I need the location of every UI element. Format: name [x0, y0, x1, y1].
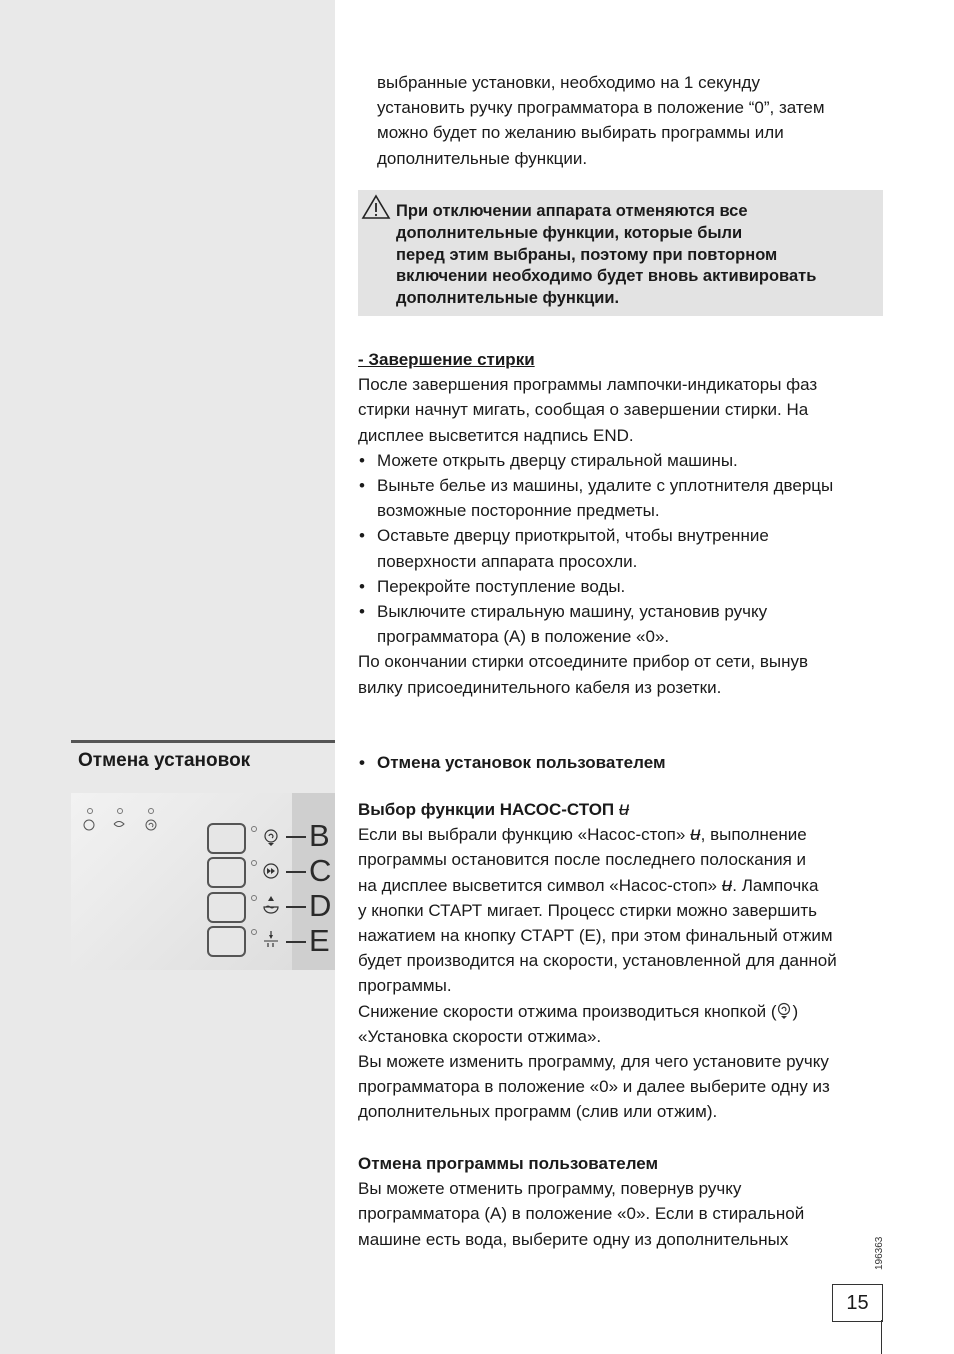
text-line: дополнительные функции. [377, 148, 588, 168]
user-cancel-heading [358, 750, 878, 775]
text-line: вилку присоединительного кабеля из розетки. [358, 677, 722, 697]
list-item [358, 574, 878, 599]
text-line: При отключении аппарата отменяются все [396, 202, 748, 220]
list-item [358, 473, 878, 523]
bullet-list [358, 750, 878, 775]
text-line [358, 873, 878, 898]
section-heading: - Завершение стирки [358, 350, 535, 369]
callout-line [286, 906, 306, 908]
page-number: 15 [832, 1284, 883, 1322]
text-line: «Установка скорости отжима». [358, 1026, 602, 1046]
text-line: выбранные установки, необходимо на 1 секунду [377, 73, 760, 92]
pump-stop-heading-row [358, 797, 878, 822]
panel-button-c [207, 857, 246, 888]
list-item-text: программатора (А) в положение «0». [377, 627, 670, 647]
finish-washing-section [358, 347, 878, 700]
pump-stop-icon: ʉ [690, 824, 701, 846]
callout-letter-c: C [309, 853, 332, 888]
list-item [358, 523, 878, 573]
text-line: у кнопки СТАРТ мигает. Процесс стирки можно завершить [358, 900, 818, 920]
text-fragment: . Лампочка [732, 875, 819, 895]
spin-speed-icon [776, 1002, 792, 1020]
section-divider [71, 740, 335, 743]
control-panel-illustration [71, 793, 335, 970]
bullet-list [358, 448, 878, 650]
pump-stop-icon: ʉ [618, 799, 630, 820]
intro-paragraph [377, 70, 877, 171]
rinse-hold-icon [262, 862, 280, 880]
text-line: перед этим выбраны, поэтому при повторном [396, 245, 778, 264]
text-line: программы остановится после последнего полоскания и [358, 850, 807, 870]
list-item [358, 599, 878, 649]
callout-letter-d: D [309, 888, 332, 923]
cancel-program-section [358, 1151, 878, 1252]
text-line: дополнительных программ (слив или отжим). [358, 1102, 718, 1122]
pump-stop-section [358, 797, 878, 1125]
warning-triangle-icon [361, 194, 391, 220]
callout-letter-b: B [309, 818, 330, 853]
text-fragment: Снижение скорости отжима производиться кнопкой ( [358, 1001, 777, 1021]
text-fragment: ) [792, 1001, 799, 1021]
warning-box [358, 190, 883, 316]
text-fragment: на дисплее высветится символ «Насос-стоп» [358, 875, 717, 895]
indicator-led [251, 895, 257, 901]
indicator-led [251, 860, 257, 866]
prewash-icon [262, 930, 280, 948]
text-line: установить ручку программатора в положение “0”, затем [377, 98, 825, 118]
text-line: программы. [358, 976, 452, 996]
indicator-led [117, 808, 123, 814]
list-item-text: • Выключите стиральную машину, установив ручку [377, 602, 768, 622]
list-item-text: • Выньте белье из машины, удалите с уплотнителя дверцы [377, 476, 834, 496]
text-line [358, 999, 878, 1024]
text-line: стирки начнут мигать, сообщая о завершении стирки. На [358, 400, 809, 420]
phase-symbols-icon [81, 817, 171, 833]
document-code: 196363 [874, 1236, 885, 1270]
text-line: программатора в положение «0» и далее выберите одну из [358, 1077, 830, 1097]
text-line: После завершения программы лампочки-индикаторы фаз [358, 375, 818, 395]
water-level-icon [262, 895, 280, 915]
text-line: можно будет по желанию выбирать программы или [377, 123, 784, 143]
list-item-text: возможные посторонние предметы. [377, 501, 660, 521]
text-line: включении необходимо будет вновь активировать [396, 267, 817, 286]
text-line: будет производится на скорости, установленной для данной [358, 951, 837, 971]
text-line: Вы можете изменить программу, для чего установите ручку [358, 1052, 829, 1072]
left-margin-column [0, 0, 335, 1354]
section-heading: Выбор функции НАСОС-СТОП [358, 800, 615, 819]
indicator-led [251, 826, 257, 832]
panel-button-b [207, 823, 246, 854]
list-item-text: • Можете открыть дверцу стиральной машины. [377, 450, 738, 470]
indicator-led [148, 808, 154, 814]
list-item-text: • Оставьте дверцу приоткрытой, чтобы внутренние [377, 526, 769, 546]
callout-line [286, 871, 306, 873]
text-fragment: Если вы выбрали функцию «Насос-стоп» [358, 825, 686, 845]
page-rule [881, 1320, 882, 1354]
panel-button-d [207, 892, 246, 923]
warning-text [396, 201, 876, 310]
indicator-led [87, 808, 93, 814]
callout-line [286, 836, 306, 838]
text-fragment: , выполнение [700, 825, 807, 845]
text-line: дополнительные функции. [396, 289, 620, 308]
pump-stop-icon: ʉ [721, 874, 733, 896]
text-line [358, 822, 878, 847]
panel-button-e [207, 926, 246, 957]
text-line: дополнительные функции, которые были [396, 223, 743, 242]
indicator-led [251, 929, 257, 935]
text-line: программатора (А) в положение «0». Если в стиральной [358, 1204, 805, 1224]
list-item-text: • Перекройте поступление воды. [377, 576, 626, 596]
text-line: Вы можете отменить программу, повернув ручку [358, 1179, 742, 1199]
list-item [358, 448, 878, 473]
callout-letter-e: E [309, 923, 330, 958]
sidebar-heading: Отмена установок [78, 750, 251, 771]
text-line: нажатием на кнопку СТАРТ (Е), при этом финальный отжим [358, 926, 833, 946]
text-line: машине есть вода, выберите одну из дополнительных [358, 1229, 789, 1249]
spin-speed-icon [262, 828, 280, 846]
list-item-text: поверхности аппарата просохли. [377, 551, 638, 571]
text-line: дисплее высветится надпись END. [358, 425, 634, 445]
text-line: По окончании стирки отсоедините прибор от сети, вынув [358, 652, 809, 672]
list-item: • Отмена установок пользователем [358, 750, 878, 775]
callout-line [286, 941, 306, 943]
section-heading: Отмена программы пользователем [358, 1154, 659, 1173]
